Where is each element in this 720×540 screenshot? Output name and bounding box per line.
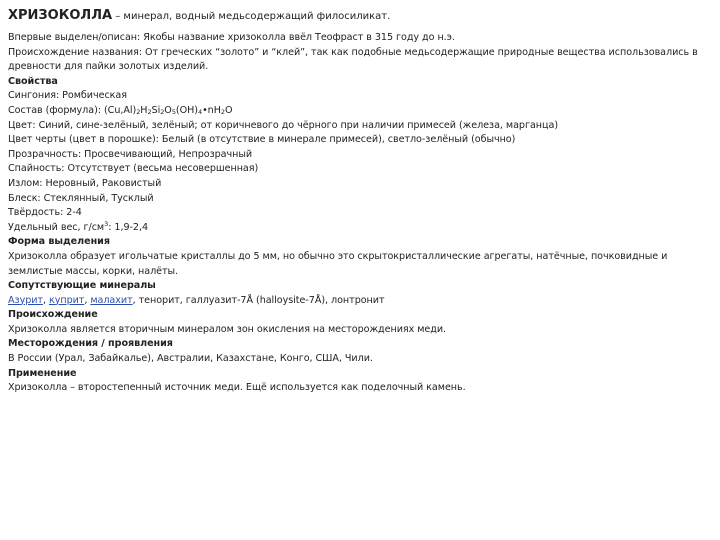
hardness: Твёрдость: 2-4 [8,207,82,219]
associated-minerals-heading: Сопутствующие минералы [8,280,156,292]
page-subtitle: минерал, водный медьсодержащий филосиликат. [123,11,391,22]
formula-subscript: 4 [197,107,203,116]
formula-part: Si [151,104,161,116]
form-heading: Форма выделения [8,236,110,248]
cleavage: Спайность: Отсутствует (весьма несовершенная) [8,163,259,175]
density-label: Удельный вес, г/см [8,221,105,233]
usage-heading: Применение [8,367,77,379]
formula-part: H [140,104,148,116]
formula-part: O [164,104,172,116]
formula-subscript: 2 [147,107,152,116]
formula-part: O [224,104,233,116]
name-origin-line-1: Происхождение названия: От греческих “золото” и “клей”, так как подобные медьсодержащие природные вещества использовались в [8,46,698,58]
associated-minerals-rest: , тенорит, галлуазит-7Å (halloysite-7Å), лонтронит [132,294,385,306]
title-dash: – [112,11,124,22]
page-title: ХРИЗОКОЛЛА [8,8,113,23]
formula [8,104,712,119]
properties-heading: Свойства [8,75,58,87]
streak-color: Цвет черты (цвет в порошке): Белый (в отсутствие в минерале примесей), светло-зелёный (обычно) [8,134,516,146]
syngony: Сингония: Ромбическая [8,90,127,102]
separator: , [84,294,91,306]
formula-part: •nH [202,104,221,116]
malachite-link[interactable]: малахит [90,294,133,306]
form-line-1: Хризоколла образует игольчатые кристаллы до 5 мм, но обычно это скрытокристаллические агрегаты, натёчные, почковидные и [8,250,668,262]
name-origin-line-2: древности для пайки золотых изделий. [8,61,209,73]
formula-part: (Cu,Al) [103,104,137,116]
density [8,221,712,236]
density-value: : 1,9-2,4 [108,221,149,233]
formula-subscript: 2 [136,107,141,116]
formula-label: Состав (формула): [8,104,104,116]
cuprite-link[interactable]: куприт [48,294,85,306]
color: Цвет: Синий, сине-зелёный, зелёный; от коричневого до чёрного при наличии примесей (железа, марганца) [8,119,559,131]
density-unit-sup: 3 [104,219,109,228]
title-row [8,6,712,27]
formula-subscript: 2 [160,107,165,116]
associated-minerals [8,294,712,309]
azurite-link[interactable]: Азурит [8,294,43,306]
genesis: Хризоколла является вторичным минералом зон окисления на месторождениях меди. [8,323,447,335]
first-described: Впервые выделен/описан: Якобы название хризоколла ввёл Теофраст в 315 году до н.э. [8,32,455,43]
genesis-heading: Происхождение [8,309,98,321]
fracture: Излом: Неровный, Раковистый [8,177,162,189]
formula-subscript: 5 [171,107,176,116]
form-line-2: землистые массы, корки, налёты. [8,265,179,277]
transparency: Прозрачность: Просвечивающий, Непрозрачный [8,148,253,160]
usage: Хризоколла – второстепенный источник меди. Ещё используется как поделочный камень. [8,382,466,394]
deposits-heading: Месторождения / проявления [8,338,173,350]
formula-subscript: 2 [220,107,225,116]
luster: Блеск: Стеклянный, Тусклый [8,192,154,204]
deposits: В России (Урал, Забайкалье), Австралии, Казахстане, Конго, США, Чили. [8,353,373,365]
formula-part: (OH) [175,104,198,116]
separator: , [42,294,49,306]
